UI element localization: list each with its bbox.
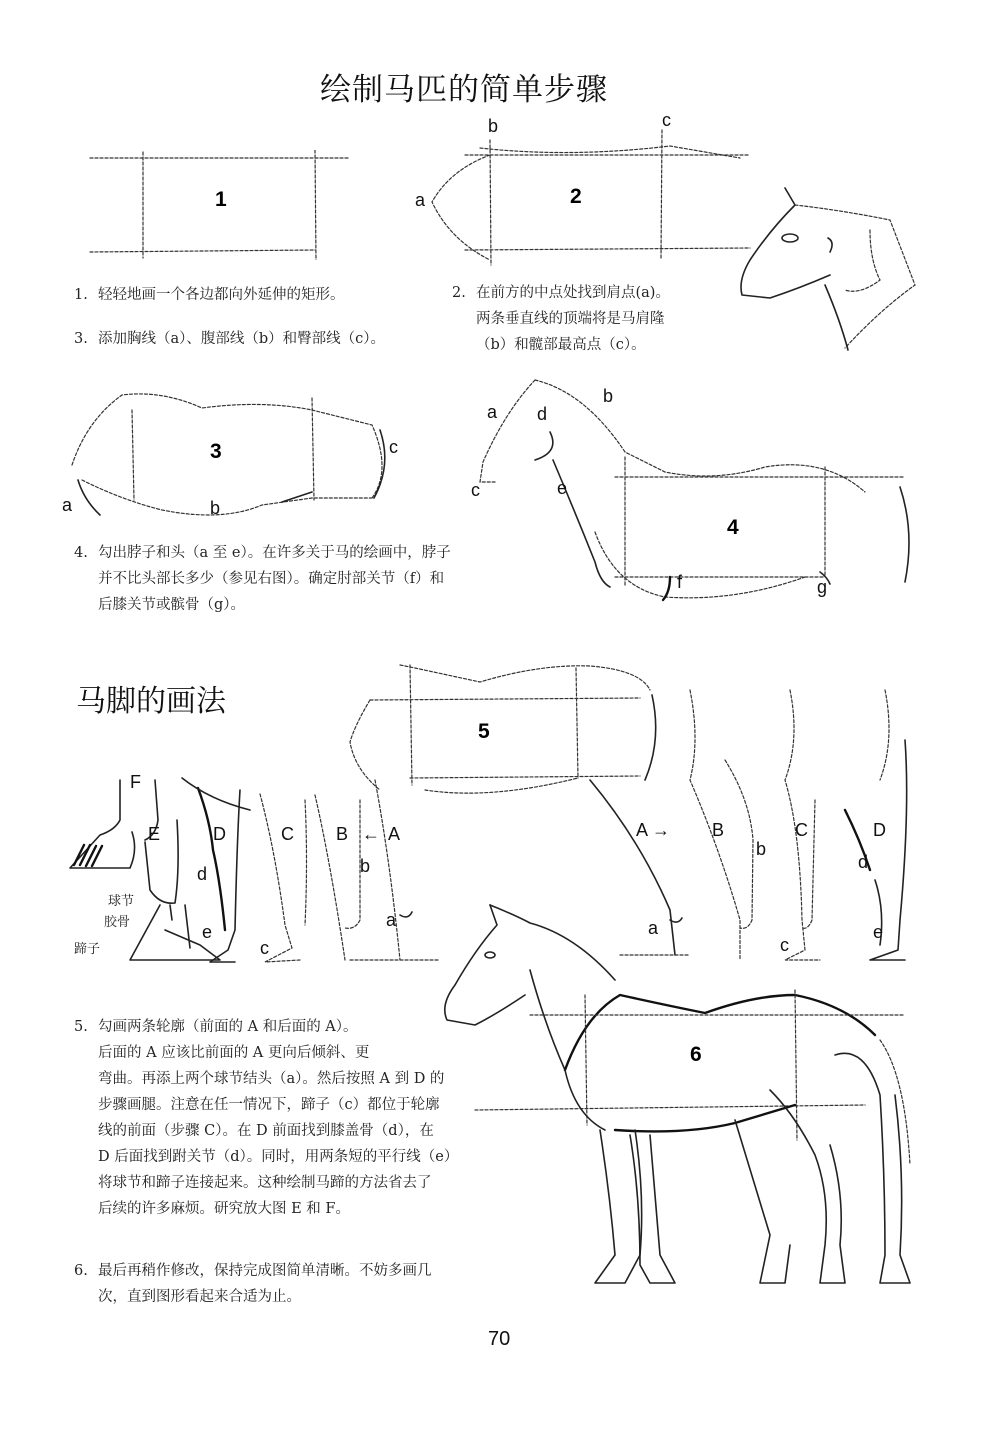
instruction-5: 5. 勾画两条轮廓（前面的 A 和后面的 A）。 后面的 A 应该比前面的 A 更向后倾斜、更 弯曲。再添上两个球节结头（a）。然后按照 A 到 D 的 步骤画腿。注意在任一情况下，蹄子（c）都位于轮廓 线的前面（步骤 C）。在 D 前面找到膝盖骨（d），在 D 后面找到跗关节（d）。同时，用两条短的平行线（e） 将球节和蹄子连接起来。这种绘制马蹄的方法省去了 后续的许多麻烦。研究放大图 E 和 F。: [74, 1019, 459, 1217]
label-b: b: [603, 386, 614, 406]
label-c: c: [389, 437, 398, 457]
horse-heads-comparison-sketch: [730, 180, 930, 360]
body-contour-sketch: [62, 380, 422, 530]
front-legs-sequence: [60, 760, 440, 970]
figure-step1: [85, 150, 355, 260]
arrow-right-icon: →: [652, 820, 670, 840]
label-e: e: [202, 922, 213, 942]
label-F: F: [130, 772, 141, 792]
step-number: 3: [210, 440, 222, 463]
step-number: 6: [690, 1043, 702, 1066]
complete-horse-sketch: [435, 895, 925, 1290]
label-d: d: [197, 864, 208, 884]
label-a: a: [415, 190, 426, 210]
front-legs-sketch: [60, 760, 440, 970]
instruction-2: 2. 在前方的中点处找到肩点(a)。 两条垂直线的顶端将是马肩隆 （b）和髋部最高点（c）。: [452, 285, 670, 353]
body-box-sketch: [410, 110, 760, 270]
label-a: a: [648, 918, 659, 938]
label-B: B: [712, 820, 725, 840]
step-number: 1: [215, 188, 227, 211]
instruction-4: 4. 勾出脖子和头（a 至 e）。在许多关于马的绘画中，脖子 并不比头部长多少（参见右图）。确定肘部关节（f）和 后膝关节或髌骨（g）。: [74, 545, 451, 613]
label-D: D: [213, 824, 226, 844]
step-number: 5: [478, 720, 490, 743]
figure-step2: [410, 110, 760, 270]
label-D: D: [873, 820, 886, 840]
label-d: d: [537, 404, 548, 424]
label-b: b: [210, 498, 221, 518]
label-f: f: [677, 572, 683, 592]
label-a: a: [386, 910, 397, 930]
label-C: C: [795, 820, 808, 840]
label-d: d: [858, 852, 869, 872]
label-c: c: [780, 935, 789, 955]
label-b: b: [756, 839, 767, 859]
label-e: e: [557, 478, 568, 498]
figure-step4: [465, 372, 920, 602]
label-g: g: [817, 577, 828, 597]
page-title: 绘制马匹的简单步骤: [320, 72, 608, 108]
label-B: B: [336, 824, 349, 844]
label-C: C: [281, 824, 294, 844]
label-A: A: [636, 820, 649, 840]
label-b: b: [360, 856, 371, 876]
label-a: a: [62, 495, 73, 515]
label-A: A: [388, 824, 401, 844]
section-title: 马脚的画法: [76, 684, 226, 719]
instruction-6: 6. 最后再稍作修改，保持完成图简单清晰。不妨多画几 次，直到图形看起来合适为止。: [74, 1263, 432, 1305]
instruction-3: 3. 添加胸线（a）、腹部线（b）和臀部线（c）。: [74, 331, 386, 347]
step-number: 2: [570, 185, 582, 208]
annotation-hoof: 蹄子: [74, 942, 101, 957]
label-e: e: [873, 922, 884, 942]
arrow-left-icon: ←: [362, 824, 380, 844]
page-number: 70: [488, 1328, 511, 1350]
horse-neck-head-sketch: [465, 372, 920, 602]
label-a: a: [487, 402, 498, 422]
annotation-fetlock: 球节: [108, 894, 135, 909]
annotation-pastern: 胶骨: [104, 915, 131, 930]
label-c: c: [471, 480, 480, 500]
label-c: c: [260, 938, 269, 958]
figure-step3: [62, 380, 422, 530]
label-c: c: [662, 110, 671, 130]
label-E: E: [148, 824, 161, 844]
step-number: 4: [727, 516, 739, 539]
instruction-1: 1. 轻轻地画一个各边都向外延伸的矩形。: [74, 287, 345, 303]
label-b: b: [488, 116, 499, 136]
figure-step6: [435, 895, 925, 1290]
